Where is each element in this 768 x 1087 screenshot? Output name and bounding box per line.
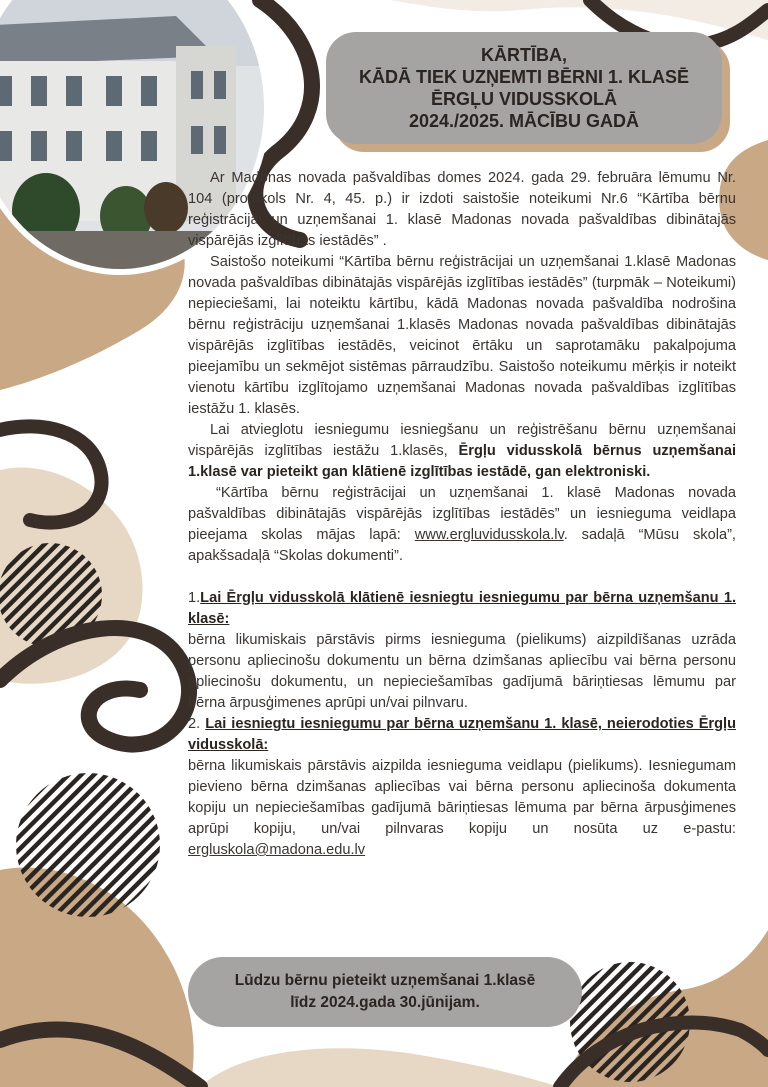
section-1-text: bērna likumiskais pārstāvis pirms iesnieguma (pielikums) aizpildīšanas uzrāda personu apliecinošu dokumentu un bērna dzimšanas apliecību vai bērna personu apliecinošu dokumentu, un nepieciešamības gadījumā bāriņtiesas lēmumu par bērna ārpusģimenes aprūpi un/vai pilnvaru. (188, 632, 736, 711)
title-line-3: ĒRGĻU VIDUSSKOLĀ (430, 89, 617, 109)
spacer (188, 567, 736, 588)
deadline-box (188, 957, 582, 1027)
section-2-body: bērna likumiskais pārstāvis aizpilda iesnieguma veidlapu (pielikums). Iesniegumam pievieno bērna dzimšanas apliecības vai bērna personu apliecinoša dokumenta kopiju un nepieciešamības gadījumā bāriņtiesas lēmuma par bērna ārpusģimenes aprūpi kopiju, un/vai pilnvaras kopiju un nosūta uz e-pastu: (188, 758, 736, 837)
paragraph-4-text: “Kārtība bērnu reģistrācijai un uzņemšanai 1. klasē Madonas novada pašvaldības dibinātajās vispārējās izglītības iestādēs” un iesnieguma veidlapa pieejama skolas mājas lapā: (188, 485, 736, 543)
paragraph-3-bold: Ērgļu vidusskolā bērnus uzņemšanai 1.klasē var pieteikt gan klātienē izglītības iestādē, gan elektroniski. (188, 443, 737, 480)
section-1-heading-text: Lai Ērgļu vidusskolā klātienē iesniegtu iesniegumu par bērna uzņemšanu 1. klasē: (188, 590, 736, 627)
document-body (188, 168, 736, 861)
title-line-1: KĀRTĪBA, (481, 45, 567, 65)
section-2-heading (188, 714, 736, 756)
school-email-link[interactable]: ergluskola@madona.edu.lv (188, 842, 366, 858)
paragraph-4-tail: . sadaļā “Mūsu skola”, apakšsadaļā “Skolas dokumenti”. (188, 527, 736, 564)
section-1-heading (188, 588, 736, 630)
section-2-text (188, 756, 736, 861)
paragraph-3-text: Lai atvieglotu iesniegumu iesniegšanu un reģistrēšanu bērnu uzņemšanai vispārējās izglītības iestāžu 1.klasēs, (188, 422, 736, 459)
tan-blob-bottom-middle (200, 1048, 560, 1087)
paragraph-3 (188, 420, 736, 483)
title-box (326, 32, 722, 144)
title-line-2: KĀDĀ TIEK UZŅEMTI BĒRNI 1. KLASĒ (358, 67, 689, 87)
deadline-line-1: Lūdzu bērnu pieteikt uzņemšanai 1.klasē (234, 972, 536, 989)
section-1-number: 1. (188, 590, 201, 606)
paragraph-1: Ar Madonas novada pašvaldības domes 2024. gada 29. februāra lēmumu Nr. 104 (protokols Nr. 4, 45. p.) ir izdoti saistošie noteikumi Nr.6 “Kārtība bērnu reģistrācijai un uzņemšanai 1. klasē Madonas novada pašvaldības dibinātajās vispārējās izglītības iestādēs” . (188, 170, 736, 249)
school-website-link[interactable]: www.ergluvidusskola.lv (414, 527, 564, 543)
deadline-line-2: līdz 2024.gada 30.jūnijam. (290, 994, 480, 1011)
paragraph-2: Saistošo noteikumi “Kārtība bērnu reģistrācijai un uzņemšanai 1.klasē Madonas novada pašvaldības dibinātajās vispārējās izglītības iestādēs” (turpmāk – Noteikumi) nepieciešami, lai noteiktu kārtību, kādā Madonas novada pašvaldība nodrošina bērnu reģistrāciju uzņemšanai 1.klasēs Madonas novada pašvaldības dibinātajās vispārējās izglītības iestādēs, veicinot ērtāku un saprotamāku pakalpojuma pieejamību un sekmējot sistēmas pārraudzību. Saistošo noteikumu mērķis ir noteikt vienotu kārtību izglītojamo uzņemšanai Madonas novada pašvaldības izglītības iestāžu 1. klasēs. (188, 254, 736, 417)
title-line-4: 2024./2025. MĀCĪBU GADĀ (408, 111, 640, 131)
paragraph-4 (188, 483, 736, 567)
striped-circle-lower (16, 773, 160, 917)
section-2-heading-text: Lai iesniegtu iesniegumu par bērna uzņemšanu 1. klasē, neierodoties Ērgļu vidusskolā: (188, 716, 736, 753)
section-2-number: 2. (188, 716, 206, 732)
